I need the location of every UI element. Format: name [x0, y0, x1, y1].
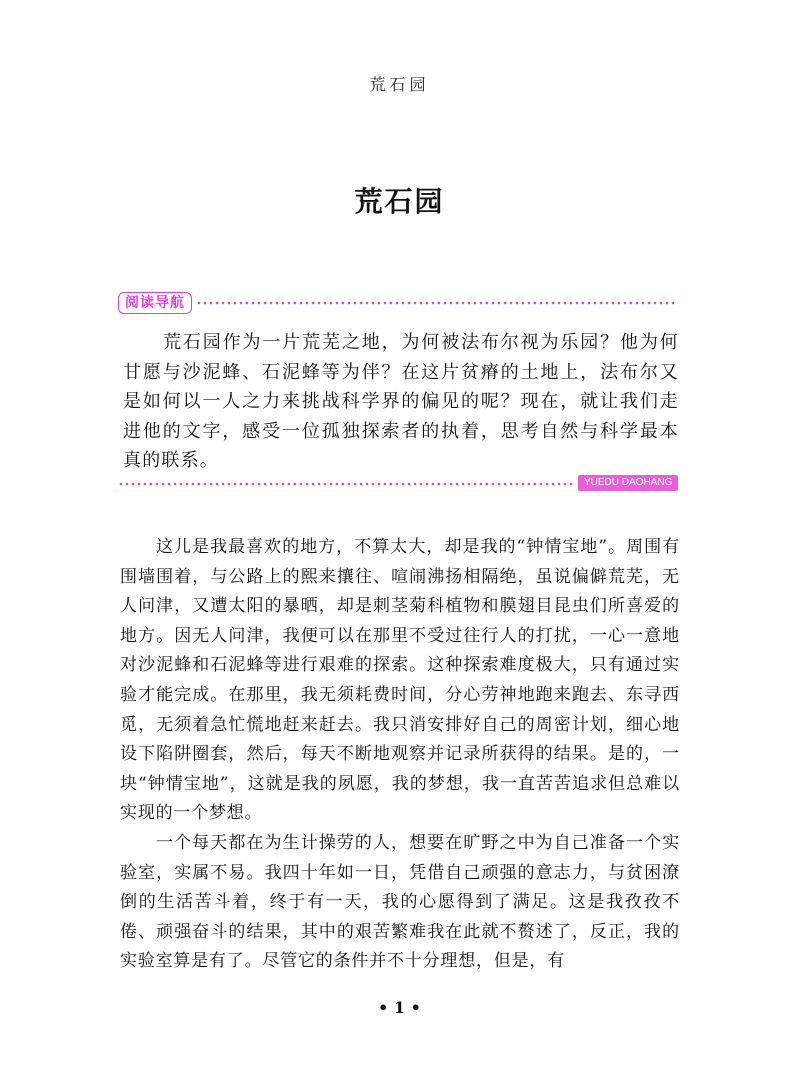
guide-bottom-dotted-border [118, 482, 576, 486]
body-text [120, 533, 680, 977]
running-header: 荒石园 [369, 75, 430, 94]
chapter-title: 荒石园 [354, 185, 445, 218]
reading-guide-footer-badge: YUEDU DAOHANG [578, 475, 678, 491]
reading-guide-badge: 阅读导航 [118, 292, 192, 314]
body-paragraph: 这儿是我最喜欢的地方，不算太大，却是我的“钟情宝地”。周围有围墙围着，与公路上的熙来攘往、喧闹沸扬相隔绝，虽说偏僻荒芜，无人问津，又遭太阳的暴晒，却是刺茎菊科植物和膜翅目昆虫们所喜爱的地方。因无人问津，我便可以在那里不受过往行人的打扰，一心一意地对沙泥蜂和石泥蜂等进行艰难的探索。这种探索难度极大，只有通过实验才能完成。在那里，我无须耗费时间，分心劳神地跑来跑去、东寻西觅，无须着急忙慌地赶来赶去。我只消安排好自己的周密计划，细心地设下陷阱圈套，然后，每天不断地观察并记录所获得的结果。是的，一块“钟情宝地”，这就是我的夙愿，我的梦想，我一直苦苦追求但总难以实现的一个梦想。 [120, 537, 680, 824]
reading-guide [118, 288, 680, 488]
reading-guide-text: 荒石园作为一片荒芜之地，为何被法布尔视为乐园？他为何甘愿与沙泥蜂、石泥蜂等为伴？在这片贫瘠的土地上，法布尔又是如何以一人之力来挑战科学界的偏见的呢？现在，就让我们走进他的文字，感受一位孤独探索者的执着，思考自然与科学最本真的联系。 [123, 332, 679, 471]
guide-top-dotted-border [196, 301, 678, 305]
body-paragraph: 一个每天都在为生计操劳的人，想要在旷野之中为自己准备一个实验室，实属不易。我四十年如一日，凭借自己顽强的意志力，与贫困潦倒的生活苦斗着，终于有一天，我的心愿得到了满足。这是我孜孜不倦、顽强奋斗的结果，其中的艰苦繁难我在此就不赘述了，反正，我的实验室算是有了。尽管它的条件并不十分理想，但是，有 [120, 832, 680, 972]
page-number: • 1 • [378, 998, 421, 1017]
